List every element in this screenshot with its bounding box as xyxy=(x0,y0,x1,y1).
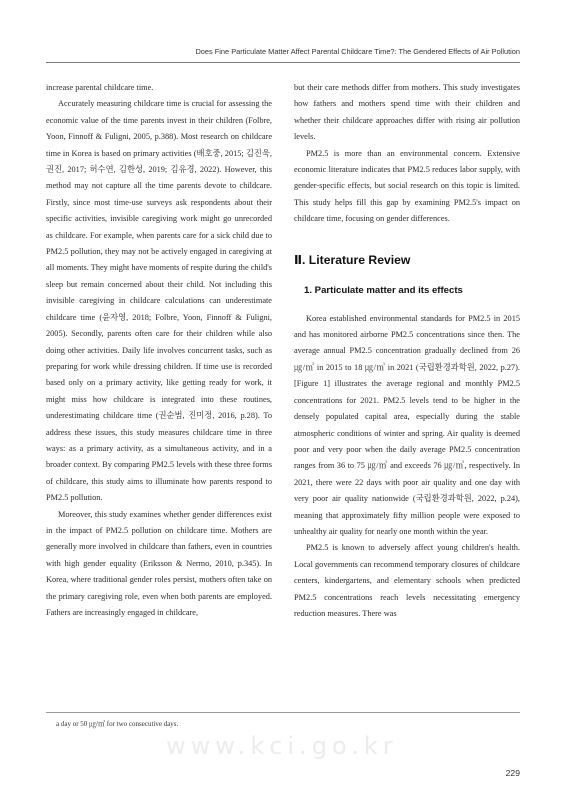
header-rule xyxy=(46,62,520,63)
page-number: 229 xyxy=(505,768,520,778)
paragraph: PM2.5 is more than an environmental concern. Extensive economic literature indicates that PM2.5 reduces labor supply, with gender-specific effects, but social research on this topic is limited. This study helps fill this gap by examining PM2.5's impact on childcare time, focusing on gender differences. xyxy=(294,148,520,224)
paragraph: Korea established environmental standards for PM2.5 in 2015 and has monitored airborne PM2.5 concentrations since then. The average annual PM2.5 concentration gradually declined from 26 ㎍/㎥ in 2015 to 18 ㎍/㎥ in 2021 (국립환경과학원, 2022, p.27). [Figure 1] illustrates the average regional and monthly PM2.5 concentrations for 2021. PM2.5 levels tend to be higher in the densely populated capital area, especially during the stable atmospheric conditions of winter and spring. Air quality is deemed poor and very poor when the daily average PM2.5 concentration ranges from 36 to 75 ㎍/㎥ and exceeds 76 ㎍/㎥, respectively. In 2021, there were 22 days with poor air quality and one day with very poor air quality nationwide (국립환경과학원, 2022, p.24), meaning that approximately fifty million people were exposed to unhealthy air quality for nearly one month within the year. xyxy=(294,313,520,536)
footnote: a day or 50 ㎍/㎥ for two consecutive days. xyxy=(56,720,179,728)
paragraph: PM2.5 is known to adversely affect young children's health. Local governments can recommend temporary closures of childcare centers, kindergartens, and elementary schools when predicted PM2.5 concentrations reach levels necessitating emergency reduction measures. There was xyxy=(294,543,520,618)
paragraph: but their care methods differ from mothers. This study investigates how fathers and mothers spend time with their children and whether their childcare approaches differ with rising air pollution levels. xyxy=(294,83,520,142)
running-head: Does Fine Particulate Matter Affect Parental Childcare Time?: The Gendered Effects of Air Pollution xyxy=(195,47,520,56)
paragraph: increase parental childcare time. xyxy=(46,83,154,92)
paragraph: Accurately measuring childcare time is crucial for assessing the economic value of the time parents invest in their children (Folbre, Yoon, Finnoff & Fuligni, 2005, p.388). Most research on childcare time in Korea is based on primary activities (배호중, 2015; 김진욱, 권진, 2017; 허수연, 김한성, 2019; 김유경, 2022). However, this method may not capture all the time parents devote to childcare. Firstly, since most time-use surveys ask respondents about their specific activities, invisible caregiving work might go unrecorded as childcare. For example, when parents care for a sick child due to PM2.5 pollution, they may not be actively engaged in caregiving at all moments. They might have moments of respite during the child's sleep but remain concerned about their child. Not including this invisible caregiving in childcare calculations can underestimate childcare time (윤자영, 2018; Folbre, Yoon, Finnoff & Fuligni, 2005). Secondly, parents often care for their children while also doing other activities. Daily life involves concurrent tasks, such as preparing for work while dressing children. If time use is recorded based only on a primary activity, like getting ready for work, it might miss how childcare is integrated into these routines, underestimating childcare time (권순범, 진미정, 2016, p.28). To address these issues, this study measures childcare time in three ways: as a primary activity, as a simultaneous activity, and in a broader context. By comparing PM2.5 levels with these three forms of childcare, this study aims to illuminate how parents respond to PM2.5 pollution. xyxy=(46,99,273,503)
section-title: Ⅱ. Literature Review xyxy=(294,252,411,267)
right-column xyxy=(294,80,520,622)
subsection-title: 1. Particulate matter and its effects xyxy=(304,284,463,296)
footnote-rule xyxy=(46,712,520,713)
paragraph: Moreover, this study examines whether gender differences exist in the impact of PM2.5 pollution on childcare time. Mothers are generally more involved in childcare than fathers, even in countries with high gender equality (Eriksson & Nermo, 2010, p.345). In Korea, where traditional gender roles persist, mothers often take on the primary caregiving role, even when both parents are employed. Fathers are increasingly engaged in childcare, xyxy=(46,509,272,617)
watermark: www.kci.go.kr xyxy=(166,732,398,760)
left-column xyxy=(46,80,272,621)
